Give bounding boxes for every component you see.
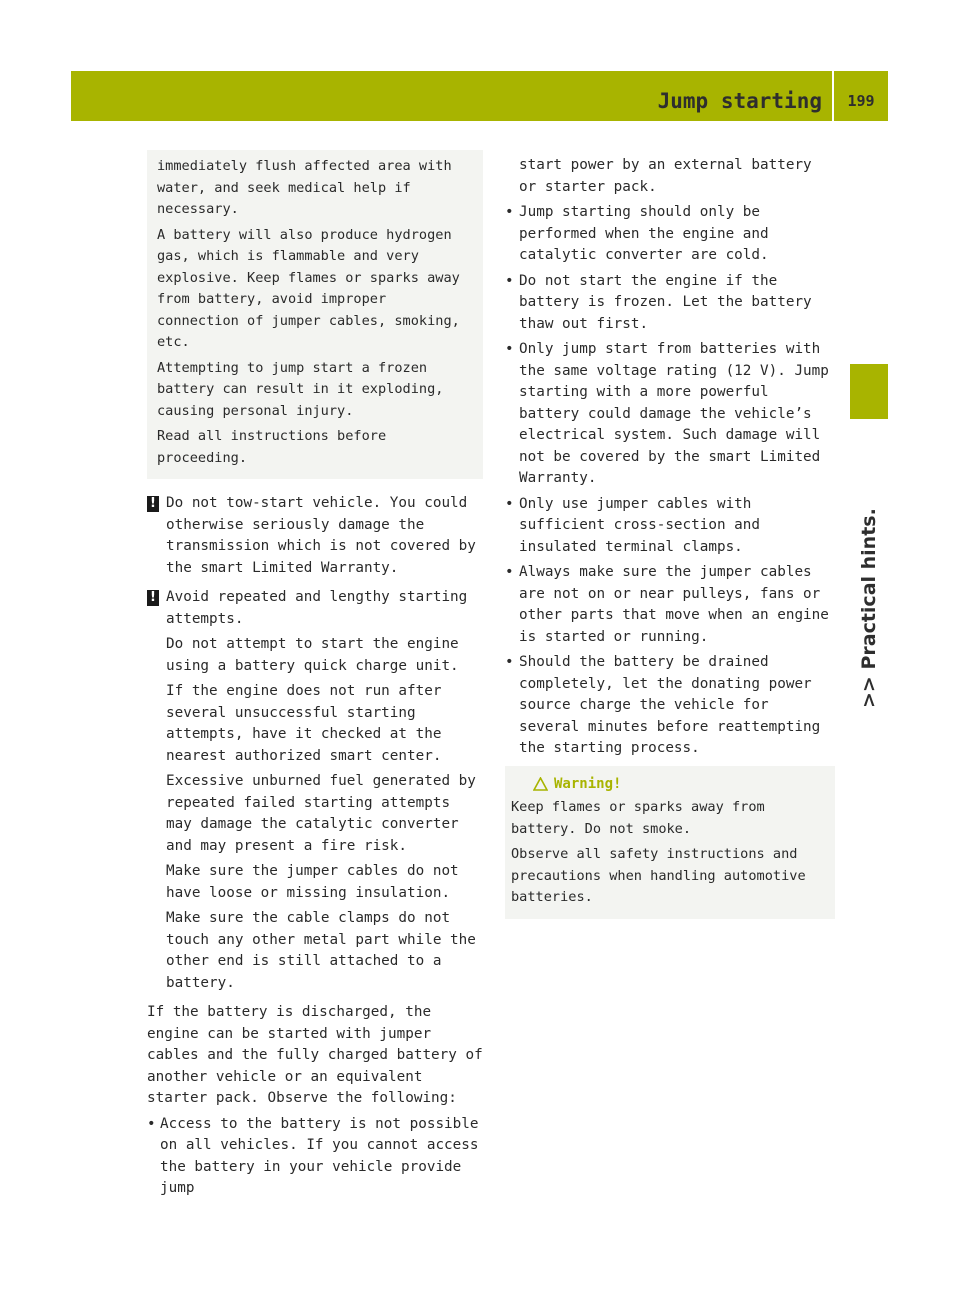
note-paragraph: Excessive unburned fuel generated by repeated failed starting attempts may damage the catalytic converter and may present a fire risk. [166, 773, 476, 854]
warning-header [511, 774, 827, 796]
note-paragraph: Do not attempt to start the engine using a battery quick charge unit. [166, 636, 459, 674]
list-item [147, 1114, 483, 1200]
box-paragraph: immediately flush affected area with water, and seek medical help if necessary. [157, 158, 452, 217]
list-item [505, 339, 835, 490]
note-paragraph: Make sure the cable clamps do not touch any other metal part while the other end is still attached to a battery. [166, 910, 476, 991]
note-paragraph: Avoid repeated and lengthy starting attempts. [166, 589, 468, 627]
right-column [505, 155, 835, 919]
bullet-icon: • [505, 204, 514, 220]
warning-title: Warning! [554, 775, 622, 792]
page-title: Jump starting [657, 89, 822, 113]
list-item-text: Always make sure the jumper cables are not on or near pulleys, fans or other parts that move when an engine is started or running. [519, 564, 829, 645]
list-item [505, 652, 835, 760]
note-text: Do not tow-start vehicle. You could otherwise seriously damage the transmission which is not covered by the smart Limited Warranty. [166, 495, 476, 576]
warning-box [505, 766, 835, 919]
note-starting-attempts [147, 587, 483, 994]
box-paragraph: A battery will also produce hydrogen gas, which is flammable and very explosive. Keep flames or sparks away from battery, avoid improper connection of jumper cables, smoking, etc. [157, 226, 460, 350]
page-number: 199 [847, 92, 875, 110]
left-column [147, 150, 483, 1204]
section-tab [850, 364, 888, 419]
warning-triangle-icon [533, 777, 548, 791]
warning-paragraph: Keep flames or sparks away from battery. Do not smoke. [511, 799, 765, 837]
bullet-icon: • [505, 341, 514, 357]
danger-box-continuation [147, 150, 483, 479]
list-item [505, 202, 835, 267]
list-item-text: Only jump start from batteries with the same voltage rating (12 V). Jump starting with a more powerful battery could damage the vehicle’s electrical system. Such damage will not be covered by the smart Limited Warranty. [519, 341, 829, 486]
note-paragraph: Make sure the jumper cables do not have loose or missing insulation. [166, 863, 459, 901]
list-item [505, 494, 835, 559]
list-item [505, 271, 835, 336]
exclamation-icon: ! [147, 496, 159, 512]
bullet-list [505, 202, 835, 760]
bullet-icon: • [505, 654, 514, 670]
body-paragraph: If the battery is discharged, the engine can be started with jumper cables and the fully charged battery of another vehicle or an equivalent starter pack. Observe the following: [147, 1004, 483, 1106]
bullet-icon: • [505, 272, 514, 289]
list-item-text: Jump starting should only be performed when the engine and catalytic converter are cold. [519, 204, 769, 263]
box-paragraph: Read all instructions before proceeding. [157, 428, 387, 466]
warning-paragraph: Observe all safety instructions and precautions when handling automotive batteries. [511, 846, 806, 905]
section-label: >> Practical hints. [858, 508, 880, 708]
continued-text: start power by an external battery or starter pack. [519, 157, 812, 195]
bullet-list [147, 1114, 483, 1200]
exclamation-icon: ! [147, 590, 159, 606]
list-item-text: Only use jumper cables with sufficient cross-section and insulated terminal clamps. [519, 495, 761, 555]
list-item-text: Do not start the engine if the battery is frozen. Let the battery thaw out first. [519, 272, 812, 332]
note-paragraph: If the engine does not run after several unsuccessful starting attempts, have it checked at the nearest authorized smart center. [166, 683, 442, 764]
bullet-icon: • [505, 495, 514, 512]
header-bar [71, 71, 888, 121]
list-item-text: Access to the battery is not possible on all vehicles. If you cannot access the battery in your vehicle provide jump [160, 1115, 479, 1196]
bullet-icon: • [147, 1115, 156, 1132]
box-paragraph: Attempting to jump start a frozen battery can result in it exploding, causing personal injury. [157, 359, 444, 419]
list-item-text: Should the battery be drained completely, let the donating power source charge the vehicle for several minutes before reattempting the starting process. [519, 654, 821, 756]
bullet-icon: • [505, 564, 514, 580]
note-tow-start [147, 493, 483, 579]
list-item [505, 562, 835, 648]
